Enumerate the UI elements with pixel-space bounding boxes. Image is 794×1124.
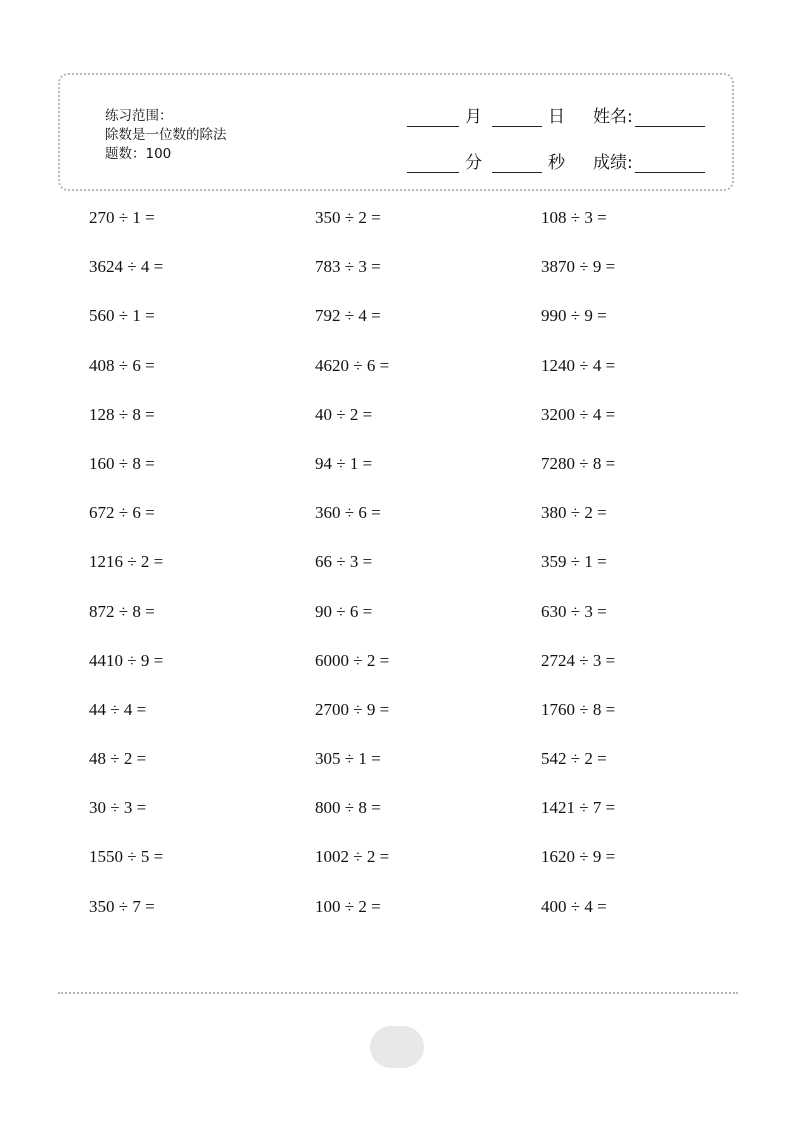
problem-item: 359 ÷ 1 = bbox=[541, 552, 607, 572]
problem-item: 1002 ÷ 2 = bbox=[315, 847, 390, 867]
problem-item: 783 ÷ 3 = bbox=[315, 257, 381, 277]
time-score-row bbox=[407, 148, 705, 173]
problem-item: 160 ÷ 8 = bbox=[89, 453, 155, 473]
problem-item: 560 ÷ 1 = bbox=[89, 306, 155, 326]
header-box bbox=[58, 73, 734, 191]
problem-item: 44 ÷ 4 = bbox=[89, 699, 147, 719]
problem-item: 3624 ÷ 4 = bbox=[89, 257, 164, 277]
problem-item: 800 ÷ 8 = bbox=[315, 798, 381, 818]
problem-item: 1760 ÷ 8 = bbox=[541, 699, 616, 719]
score-label: 成绩: bbox=[593, 153, 633, 173]
problem-item: 350 ÷ 2 = bbox=[315, 208, 381, 227]
problem-item: 1620 ÷ 9 = bbox=[541, 847, 616, 867]
date-name-row bbox=[407, 102, 705, 127]
problem-item: 94 ÷ 1 = bbox=[315, 453, 373, 473]
problem-item: 1550 ÷ 5 = bbox=[89, 847, 164, 867]
problem-item: 672 ÷ 6 = bbox=[89, 503, 155, 523]
problem-item: 66 ÷ 3 = bbox=[315, 552, 373, 572]
second-label: 秒 bbox=[548, 153, 565, 173]
problem-item: 305 ÷ 1 = bbox=[315, 749, 381, 769]
range-value: 除数是一位数的除法 bbox=[105, 127, 227, 143]
problem-item: 1421 ÷ 7 = bbox=[541, 798, 616, 818]
problem-item: 7280 ÷ 8 = bbox=[541, 453, 616, 473]
problem-item: 1216 ÷ 2 = bbox=[89, 552, 164, 572]
problem-item: 872 ÷ 8 = bbox=[89, 601, 155, 621]
problem-item: 542 ÷ 2 = bbox=[541, 749, 607, 769]
problem-item: 4410 ÷ 9 = bbox=[89, 650, 164, 670]
page-number-pill bbox=[370, 1026, 424, 1068]
problem-item: 630 ÷ 3 = bbox=[541, 601, 607, 621]
range-label: 练习范围： bbox=[105, 108, 173, 124]
problem-item: 2700 ÷ 9 = bbox=[315, 699, 390, 719]
minute-label: 分 bbox=[465, 153, 482, 173]
month-label: 月 bbox=[465, 107, 482, 127]
problem-item: 792 ÷ 4 = bbox=[315, 306, 381, 326]
problem-item: 1240 ÷ 4 = bbox=[541, 355, 616, 375]
name-blank[interactable] bbox=[635, 112, 705, 127]
problem-item: 4620 ÷ 6 = bbox=[315, 355, 390, 375]
problem-item: 128 ÷ 8 = bbox=[89, 404, 155, 424]
problem-item: 3870 ÷ 9 = bbox=[541, 257, 616, 277]
exercise-info bbox=[105, 107, 227, 164]
month-blank[interactable] bbox=[407, 112, 459, 127]
problem-item: 3200 ÷ 4 = bbox=[541, 404, 616, 424]
problem-item: 100 ÷ 2 = bbox=[315, 896, 381, 916]
problem-item: 90 ÷ 6 = bbox=[315, 601, 373, 621]
problem-item: 408 ÷ 6 = bbox=[89, 355, 155, 375]
count-label: 题数：100 bbox=[105, 146, 172, 162]
problem-item: 40 ÷ 2 = bbox=[315, 404, 373, 424]
problem-item: 270 ÷ 1 = bbox=[89, 208, 155, 227]
day-blank[interactable] bbox=[492, 112, 542, 127]
problem-item: 380 ÷ 2 = bbox=[541, 503, 607, 523]
minute-blank[interactable] bbox=[407, 158, 459, 173]
problem-item: 400 ÷ 4 = bbox=[541, 896, 607, 916]
problem-grid bbox=[89, 208, 729, 946]
problem-item: 108 ÷ 3 = bbox=[541, 208, 607, 227]
problem-item: 30 ÷ 3 = bbox=[89, 798, 147, 818]
problem-item: 6000 ÷ 2 = bbox=[315, 650, 390, 670]
name-label: 姓名: bbox=[593, 107, 633, 127]
bottom-divider bbox=[58, 992, 738, 994]
second-blank[interactable] bbox=[492, 158, 542, 173]
problem-item: 2724 ÷ 3 = bbox=[541, 650, 616, 670]
score-blank[interactable] bbox=[635, 158, 705, 173]
problem-item: 990 ÷ 9 = bbox=[541, 306, 607, 326]
problem-item: 360 ÷ 6 = bbox=[315, 503, 381, 523]
problem-item: 350 ÷ 7 = bbox=[89, 896, 155, 916]
problem-item: 48 ÷ 2 = bbox=[89, 749, 147, 769]
day-label: 日 bbox=[548, 107, 565, 127]
